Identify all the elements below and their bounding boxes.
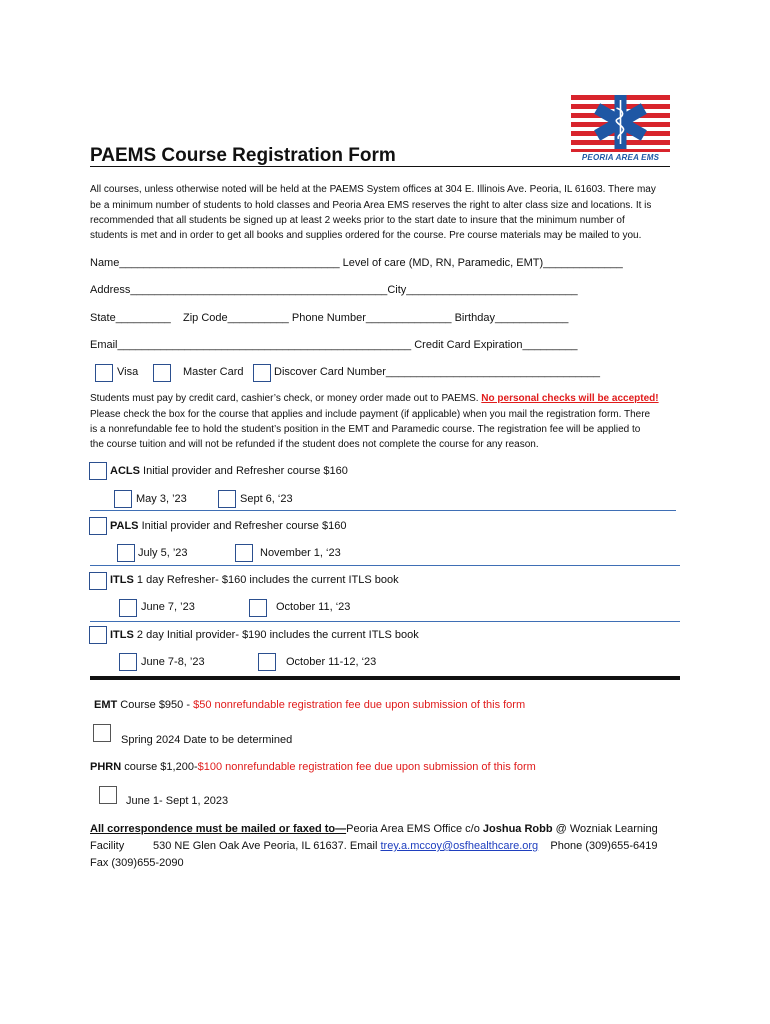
no-checks-warning: No personal checks will be accepted! <box>481 393 659 404</box>
acls-date-1-checkbox[interactable] <box>114 490 132 508</box>
course-desc: 1 day Refresher- $160 includes the current ITLS book <box>136 574 399 586</box>
paems-logo <box>571 93 670 164</box>
city-label: City <box>387 284 407 296</box>
visa-label: Visa <box>117 366 139 378</box>
state-row <box>90 312 568 324</box>
course-desc: Initial provider and Refresher course $160 <box>141 520 347 532</box>
emt-code: EMT <box>94 699 118 711</box>
name-row <box>90 257 623 269</box>
correspondence-phone: Phone (309)655-6419 <box>550 840 658 852</box>
course-itls-2day <box>110 629 419 641</box>
title-rule <box>90 166 670 167</box>
course-itls-1day <box>110 574 399 586</box>
correspondence-lead: All correspondence must be mailed or faxed to— <box>90 823 347 835</box>
divider <box>90 565 680 566</box>
correspondence-org: @ Wozniak Learning <box>555 823 658 835</box>
emt-checkbox[interactable] <box>93 724 111 742</box>
email-link[interactable]: trey.a.mccoy@osfhealthcare.org <box>380 840 539 852</box>
course-pals <box>110 520 346 532</box>
phone-label: Phone Number <box>291 312 366 324</box>
emt-fee: $50 nonrefundable registration fee due upon submission of this form <box>193 699 526 711</box>
discover-row <box>274 366 600 378</box>
state-label: State <box>90 312 116 324</box>
mastercard-checkbox[interactable] <box>153 364 171 382</box>
level-label: Level of care (MD, RN, Paramedic, EMT) <box>342 257 544 269</box>
emt-course <box>94 699 525 711</box>
phone-field[interactable]: ______________ <box>365 312 452 324</box>
itls-1day-date-2-checkbox[interactable] <box>249 599 267 617</box>
acls-date-2-checkbox[interactable] <box>218 490 236 508</box>
intro-line: students is met and in order to get all books and supplies ordered for the course. Pre course materials may be mailed to you. <box>90 230 642 241</box>
itls-2day-date-1-checkbox[interactable] <box>119 653 137 671</box>
correspondence-contact: Joshua Robb <box>482 823 553 835</box>
course-code: ACLS <box>110 465 140 477</box>
page-title: PAEMS Course Registration Form <box>90 145 396 166</box>
emt-price: Course $950 - <box>120 699 191 711</box>
itls-1day-date-2: October 11, ‘23 <box>276 601 351 613</box>
itls-1day-date-1: June 7, ’23 <box>141 601 195 613</box>
acls-checkbox[interactable] <box>89 462 107 480</box>
intro-line: All courses, unless otherwise noted will be held at the PAEMS System offices at 304 E. Illinois Ave. Peoria, IL 61603. There may <box>90 184 656 195</box>
correspondence-line-2 <box>90 840 124 852</box>
email-row <box>90 339 578 351</box>
cc-exp-field[interactable]: _________ <box>522 339 578 351</box>
zip-field[interactable]: __________ <box>227 312 289 324</box>
course-code: PALS <box>110 520 139 532</box>
visa-checkbox[interactable] <box>95 364 113 382</box>
emt-option: Spring 2024 Date to be determined <box>121 734 293 746</box>
phrn-course <box>90 761 536 773</box>
phrn-price: course $1,200- <box>124 761 198 773</box>
course-code: ITLS <box>110 574 134 586</box>
course-code: ITLS <box>110 629 134 641</box>
itls-1day-date-1-checkbox[interactable] <box>119 599 137 617</box>
name-field[interactable]: ____________________________________ <box>119 257 340 269</box>
correspondence-fax: Fax (309)655-2090 <box>90 857 184 869</box>
pals-date-1-checkbox[interactable] <box>117 544 135 562</box>
itls-1day-checkbox[interactable] <box>89 572 107 590</box>
intro-line: be a minimum number of students to hold classes and Peoria Area EMS reserves the right to alter class size and locations. It is <box>90 200 652 211</box>
course-desc: 2 day Initial provider- $190 includes the current ITLS book <box>136 629 419 641</box>
address-field[interactable]: __________________________________________ <box>130 284 388 296</box>
phrn-checkbox[interactable] <box>99 786 117 804</box>
state-field[interactable]: _________ <box>115 312 171 324</box>
phrn-option: June 1- Sept 1, 2023 <box>126 795 229 807</box>
pals-date-2: November 1, ‘23 <box>260 547 341 559</box>
correspondence-facility: Facility <box>90 840 125 852</box>
discover-checkbox[interactable] <box>253 364 271 382</box>
itls-2day-checkbox[interactable] <box>89 626 107 644</box>
cc-exp-label: Credit Card Expiration <box>414 339 523 351</box>
phrn-fee: $100 nonrefundable registration fee due upon submission of this form <box>197 761 536 773</box>
pals-checkbox[interactable] <box>89 517 107 535</box>
intro-line: recommended that all students be signed up at least 2 weeks prior to the start date to insure that the minimum number of <box>90 215 625 226</box>
city-field[interactable]: ____________________________ <box>406 284 578 296</box>
itls-2day-date-2: October 11-12, ‘23 <box>286 656 377 668</box>
pals-date-1: July 5, ’23 <box>138 547 188 559</box>
mastercard-label: Master Card <box>183 366 244 378</box>
correspondence-address: 530 NE Glen Oak Ave Peoria, IL 61637. Email <box>153 840 378 852</box>
zip-label: Zip Code <box>182 312 228 324</box>
name-label: Name <box>90 257 120 269</box>
discover-field[interactable]: ___________________________________ <box>385 366 600 378</box>
acls-date-2: Sept 6, ‘23 <box>240 493 293 505</box>
divider <box>90 510 676 511</box>
email-field[interactable]: ________________________________________________ <box>117 339 412 351</box>
correspondence-line-2b <box>153 840 657 852</box>
birthday-field[interactable]: ____________ <box>494 312 569 324</box>
pals-date-2-checkbox[interactable] <box>235 544 253 562</box>
payment-note-line <box>90 393 659 404</box>
section-rule <box>90 676 680 680</box>
phrn-code: PHRN <box>90 761 122 773</box>
correspondence-line-1 <box>90 823 658 835</box>
logo-text: PEORIA AREA EMS <box>581 153 660 162</box>
acls-date-1: May 3, ’23 <box>136 493 187 505</box>
itls-2day-date-1: June 7-8, ’23 <box>141 656 205 668</box>
discover-label: Discover Card Number <box>274 366 386 378</box>
course-desc: Initial provider and Refresher course $160 <box>143 465 348 477</box>
divider <box>90 621 680 622</box>
payment-note-line: Please check the box for the course that applies and include payment (if applicable) when you mail the registration form. There <box>90 409 651 420</box>
level-field[interactable]: _____________ <box>543 257 623 269</box>
payment-note-line: the course tuition and will not be refunded if the student does not complete the course for any reason. <box>90 439 539 450</box>
email-label: Email <box>90 339 118 351</box>
correspondence-office: Peoria Area EMS Office c/o <box>346 823 480 835</box>
address-row <box>90 284 578 296</box>
itls-2day-date-2-checkbox[interactable] <box>258 653 276 671</box>
address-label: Address <box>90 284 131 296</box>
course-acls <box>110 465 348 477</box>
payment-note-line: is a nonrefundable fee to hold the student’s position in the EMT and Paramedic course. The registration fee will be applied to <box>90 424 641 435</box>
payment-note-lead: Students must pay by credit card, cashier’s check, or money order made out to PAEMS. <box>90 393 479 404</box>
birthday-label: Birthday <box>454 312 495 324</box>
